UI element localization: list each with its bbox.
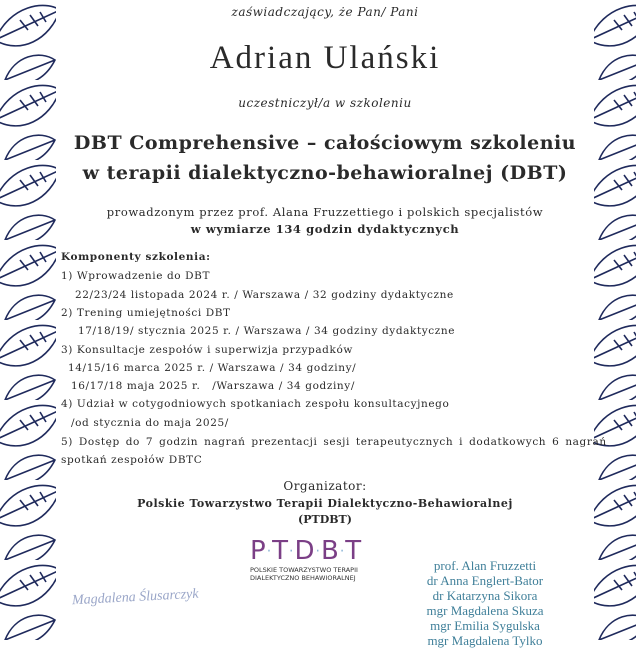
list-item: 1) Wprowadzenie do DBT (61, 270, 211, 282)
recipient-name: Adrian Ulański (209, 40, 441, 76)
trainer: dr Anna Englert-Bator (426, 573, 544, 588)
trainer: mgr Magdalena Skuza (426, 603, 544, 618)
organizer-abbr: (PTDBT) (298, 513, 352, 526)
list-item: 3) Konsultacje zespołów i superwizja przypadków (61, 344, 353, 356)
led-by-text: prowadzonym przez prof. Alana Fruzzettiego i polskich specjalistów (106, 205, 544, 219)
training-title-line1: DBT Comprehensive – całościowym szkoleniu (73, 132, 577, 154)
organizer-name: Polskie Towarzystwo Terapii Dialektyczno-Behawioralnej (137, 497, 513, 510)
trainer: mgr Emilia Sygulska (430, 618, 540, 633)
list-item: 5) Dostęp do 7 godzin nagrań prezentacji sesji terapeutycznych i dodatkowych 6 nagrań (61, 436, 607, 448)
components-heading: Komponenty szkolenia: (61, 251, 211, 263)
trainer: mgr Magdalena Tylko (427, 633, 543, 648)
organizer-label: Organizator: (283, 479, 367, 493)
trainer: prof. Alan Fruzzetti (433, 558, 537, 573)
list-item: 16/17/18 maja 2025 r. /Warszawa / 34 godziny/ (71, 380, 355, 392)
hours-text: w wymiarze 134 godzin dydaktycznych (190, 222, 460, 236)
trainers-list (405, 558, 565, 648)
leaf-border-left (0, 0, 56, 640)
list-item: /od stycznia do maja 2025/ (71, 417, 229, 429)
list-item: 14/15/16 marca 2025 r. / Warszawa / 34 godziny/ (68, 362, 357, 374)
list-item: spotkań zespołów DBTC (61, 454, 203, 466)
participated-text: uczestniczył/a w szkoleniu (238, 96, 412, 110)
list-item: 2) Trening umiejętności DBT (61, 307, 231, 319)
intro-text: zaświadczający, że Pan/ Pani (231, 5, 419, 19)
list-item: 22/23/24 listopada 2024 r. / Warszawa / 32 godziny dydaktyczne (75, 289, 454, 301)
ptdbt-logo: P·T·D·B·T POLSKIE TOWARZYSTWO TERAPII DIALEKTYCZNO BEHAWIORALNEJ (250, 536, 363, 582)
list-item: 4) Udział w cotygodniowych spotkaniach zespołu konsultacyjnego (61, 398, 450, 410)
training-title-line2: w terapii dialektyczno-behawioralnej (DBT) (82, 162, 568, 184)
signature: Magdalena Ślusarczyk (71, 586, 199, 609)
trainer: dr Katarzyna Sikora (432, 588, 538, 603)
list-item: 17/18/19/ stycznia 2025 r. / Warszawa / 34 godziny dydaktyczne (78, 325, 456, 337)
leaf-border-right (594, 0, 636, 640)
